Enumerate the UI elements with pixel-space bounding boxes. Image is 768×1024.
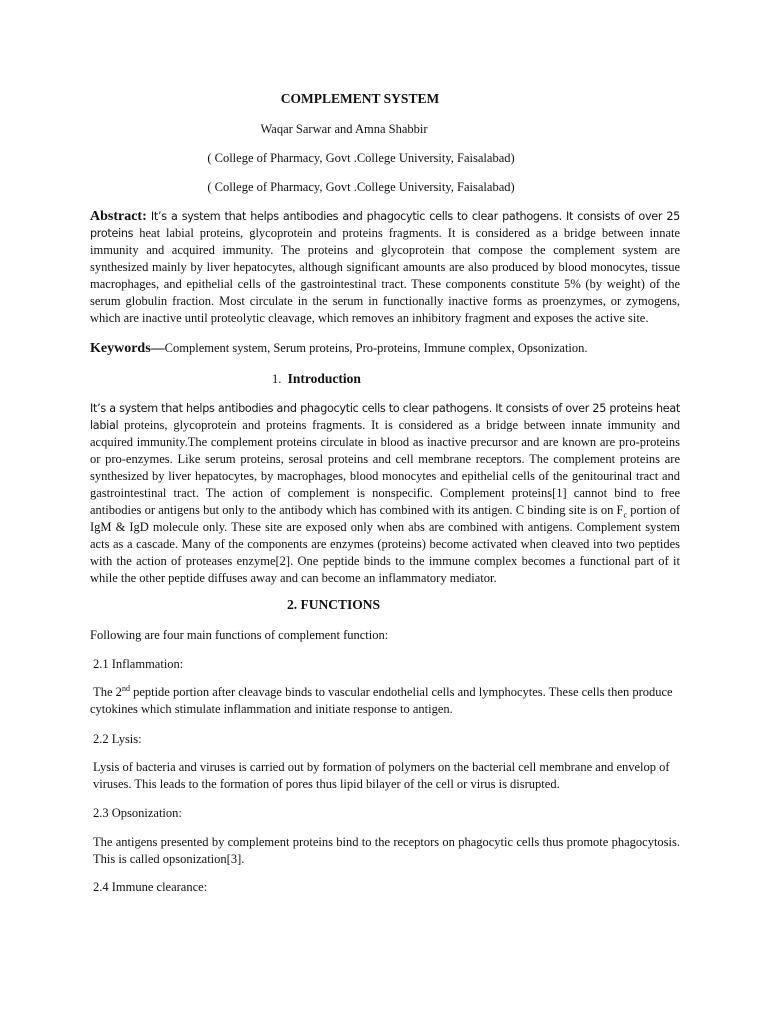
intro-lead-text: It’s a system that helps antibodies and phagocytic cells to clear pathogens. It consists of over 25 proteins heat labial: [90, 402, 680, 432]
subsection-inflammation-heading: 2.1 Inflammation:: [93, 657, 184, 671]
affiliation-2: ( College of Pharmacy, Govt .College University, Faisalabad): [207, 180, 515, 194]
opsonization-paragraph: The antigens presented by complement proteins bind to the receptors on phagocytic cells thus promote phagocytosis. This is called opsonization[3].: [93, 835, 680, 866]
fc-subscript: c: [623, 510, 628, 520]
section-2-heading: 2. FUNCTIONS: [287, 597, 381, 612]
abstract-lead-text: It’s a system that helps antibodies and phagocytic cells to clear pathogens. It consists of over 25 proteins: [90, 210, 680, 240]
inflammation-text-post: peptide portion after cleavage binds to vascular endothelial cells and lymphocytes. These cells then produce cytokines which stimulate inflammation and initiate response to antigen.: [90, 685, 673, 716]
abstract-body-text: heat labial proteins, glycoprotein and proteins fragments. It is considered as a bridge between innate immunity and acquired immunity. The proteins and glycoprotein that compose the complement system are synthesized mainly by liver hepatocytes, although significant amounts are also produced by blood monocytes, tissue macrophages, and epithelial cells of the gastrointestinal tract. These components constitute 5% (by weight) of the serum globulin fraction. Most circulate in the serum in functionally inactive forms as proenzymes, or zymogens, which are inactive until proteolytic cleavage, which removes an inhibitory fragment and exposes the active site.: [90, 226, 681, 325]
lysis-paragraph: Lysis of bacteria and viruses is carried out by formation of polymers on the bacterial cell membrane and envelop of viruses. This leads to the formation of pores thus lipid bilayer of the cell or virus is disrupted.: [93, 760, 670, 791]
subsection-opsonization-heading: 2.3 Opsonization:: [93, 806, 182, 820]
paper-title: COMPLEMENT SYSTEM: [280, 91, 440, 106]
section-1-number: 1.: [272, 372, 282, 386]
author-line: Waqar Sarwar and Amna Shabbir: [260, 122, 428, 136]
inflammation-text-pre: The 2: [93, 685, 122, 699]
section-1-title: Introduction: [287, 371, 361, 386]
intro-body-text-1: proteins, glycoprotein and proteins fragments. It is considered as a bridge between innate immunity and acquired immunity.The complement proteins circulate in blood as inactive precursor and are known are pro-proteins or pro-enzymes. Like serum proteins, serosal proteins and cell membrane receptors. The complement proteins are synthesized by liver hepatocytes, by macrophages, blood monocytes and epithelial cells of the genitourinal tract and gastrointestinal tract. The action of complement is nonspecific. Complement proteins[1] cannot bind to free antibodies or antigens but only to the antibody which has combined with its antigen. C binding site is on F: [90, 418, 680, 517]
section-1-heading: [272, 370, 472, 388]
subsection-clearance-heading: 2.4 Immune clearance:: [93, 880, 208, 894]
intro-body-text-2: portion of IgM & IgD molecule only. These site are exposed only when abs are combined with antigens. Complement system acts as a cascade. Many of the components are enzymes (proteins) become activated when cleaved into two peptides with the action of proteases enzyme[2]. One peptide binds to the immune complex becomes a functional part of it while the other peptide diffuses away and can become an inflammatory mediator.: [90, 503, 680, 585]
keywords-text: Complement system, Serum proteins, Pro-proteins, Immune complex, Opsonization.: [164, 341, 588, 355]
functions-intro: Following are four main functions of complement function:: [90, 628, 389, 642]
keywords-paragraph: [90, 340, 690, 357]
abstract-label: Abstract:: [90, 209, 147, 224]
inflammation-paragraph: [90, 684, 692, 718]
keywords-label: Keywords—: [90, 341, 165, 356]
subsection-lysis-heading: 2.2 Lysis:: [93, 732, 142, 746]
abstract-paragraph: [90, 208, 680, 327]
ordinal-superscript: nd: [121, 683, 130, 693]
intro-paragraph: [90, 400, 680, 587]
affiliation-1: ( College of Pharmacy, Govt .College University, Faisalabad): [207, 151, 515, 165]
